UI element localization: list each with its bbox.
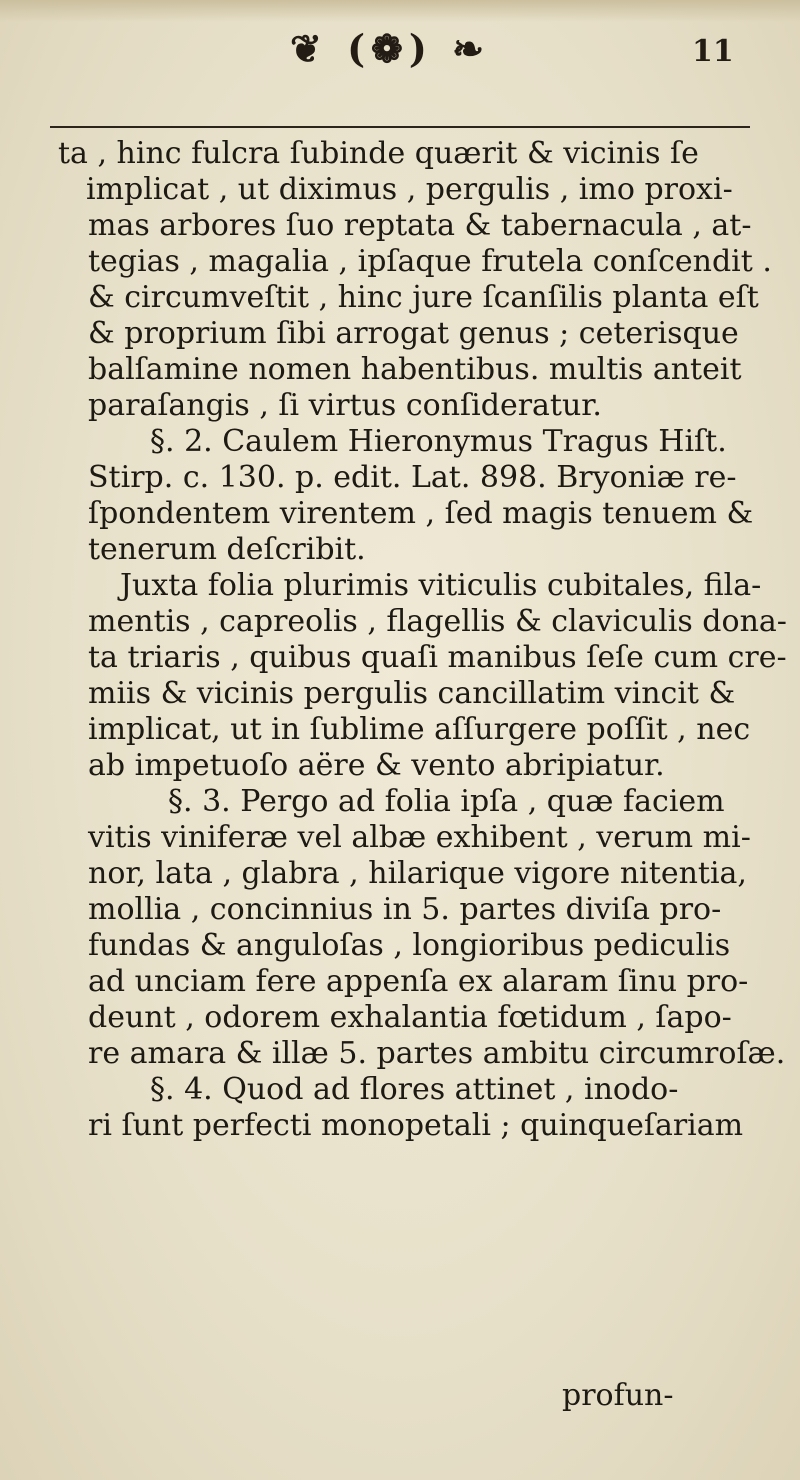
text-line: nor, lata , glabra , hilarique vigore nitentia, xyxy=(88,856,747,891)
text-line: vitis viniferæ vel albæ exhibent , verum mi- xyxy=(88,820,751,855)
text-line: §. 4. Quod ad flores attinet , inodo- xyxy=(150,1072,679,1107)
header-ornament: ❦ (❁) ❧ xyxy=(290,26,490,71)
text-line: mollia , concinnius in 5. partes diviſa pro- xyxy=(88,892,722,927)
text-line: miis & vicinis pergulis cancillatim vincit & xyxy=(88,676,736,711)
catchword: profun- xyxy=(562,1378,674,1413)
page-top-edge xyxy=(0,0,800,22)
text-line: ſpondentem virentem , ſed magis tenuem & xyxy=(88,496,754,531)
text-line: Stirp. c. 130. p. edit. Lat. 898. Bryoniæ re- xyxy=(88,460,737,495)
text-line: balſamine nomen habentibus. multis anteit xyxy=(88,352,742,387)
text-line: ta , hinc fulcra ſubinde quærit & vicinis ſe xyxy=(58,136,699,171)
text-line: fundas & anguloſas , longioribus pediculis xyxy=(88,928,731,963)
text-line: ad unciam fere appenſa ex alaram ſinu pro- xyxy=(88,964,749,999)
text-line: re amara & illæ 5. partes ambitu circumroſæ. xyxy=(88,1036,786,1071)
text-line: & proprium ſibi arrogat genus ; ceterisque xyxy=(88,316,739,351)
text-line: implicat , ut diximus , pergulis , imo proxi- xyxy=(86,172,733,207)
text-line: §. 3. Pergo ad folia ipſa , quæ faciem xyxy=(168,784,725,819)
text-line: tegias , magalia , ipſaque frutela conſcendit . xyxy=(88,244,772,279)
text-line: tenerum deſcribit. xyxy=(88,532,366,567)
text-line: ta triaris , quibus quaſi manibus ſeſe cum cre- xyxy=(88,640,787,675)
page-header xyxy=(0,22,800,82)
text-line: ri ſunt perfecti monopetali ; quinqueſariam xyxy=(88,1108,744,1143)
text-line: & circumveſtit , hinc jure ſcanſilis planta eſt xyxy=(88,280,759,315)
page-number: 11 xyxy=(692,34,734,69)
header-rule xyxy=(50,126,750,128)
text-line: paraſangis , ſi virtus conſideratur. xyxy=(88,388,602,423)
text-line: implicat, ut in ſublime aſſurgere poſſit , nec xyxy=(88,712,751,747)
text-line: ab impetuoſo aëre & vento abripiatur. xyxy=(88,748,665,783)
text-line: deunt , odorem exhalantia fœtidum , ſapo- xyxy=(88,1000,732,1035)
text-line: mas arbores ſuo reptata & tabernacula , at- xyxy=(88,208,752,243)
text-line: Juxta folia plurimis viticulis cubitales, fila- xyxy=(120,568,762,603)
text-line: mentis , capreolis , flagellis & claviculis dona- xyxy=(88,604,787,639)
text-line: §. 2. Caulem Hieronymus Tragus Hiſt. xyxy=(150,424,727,459)
